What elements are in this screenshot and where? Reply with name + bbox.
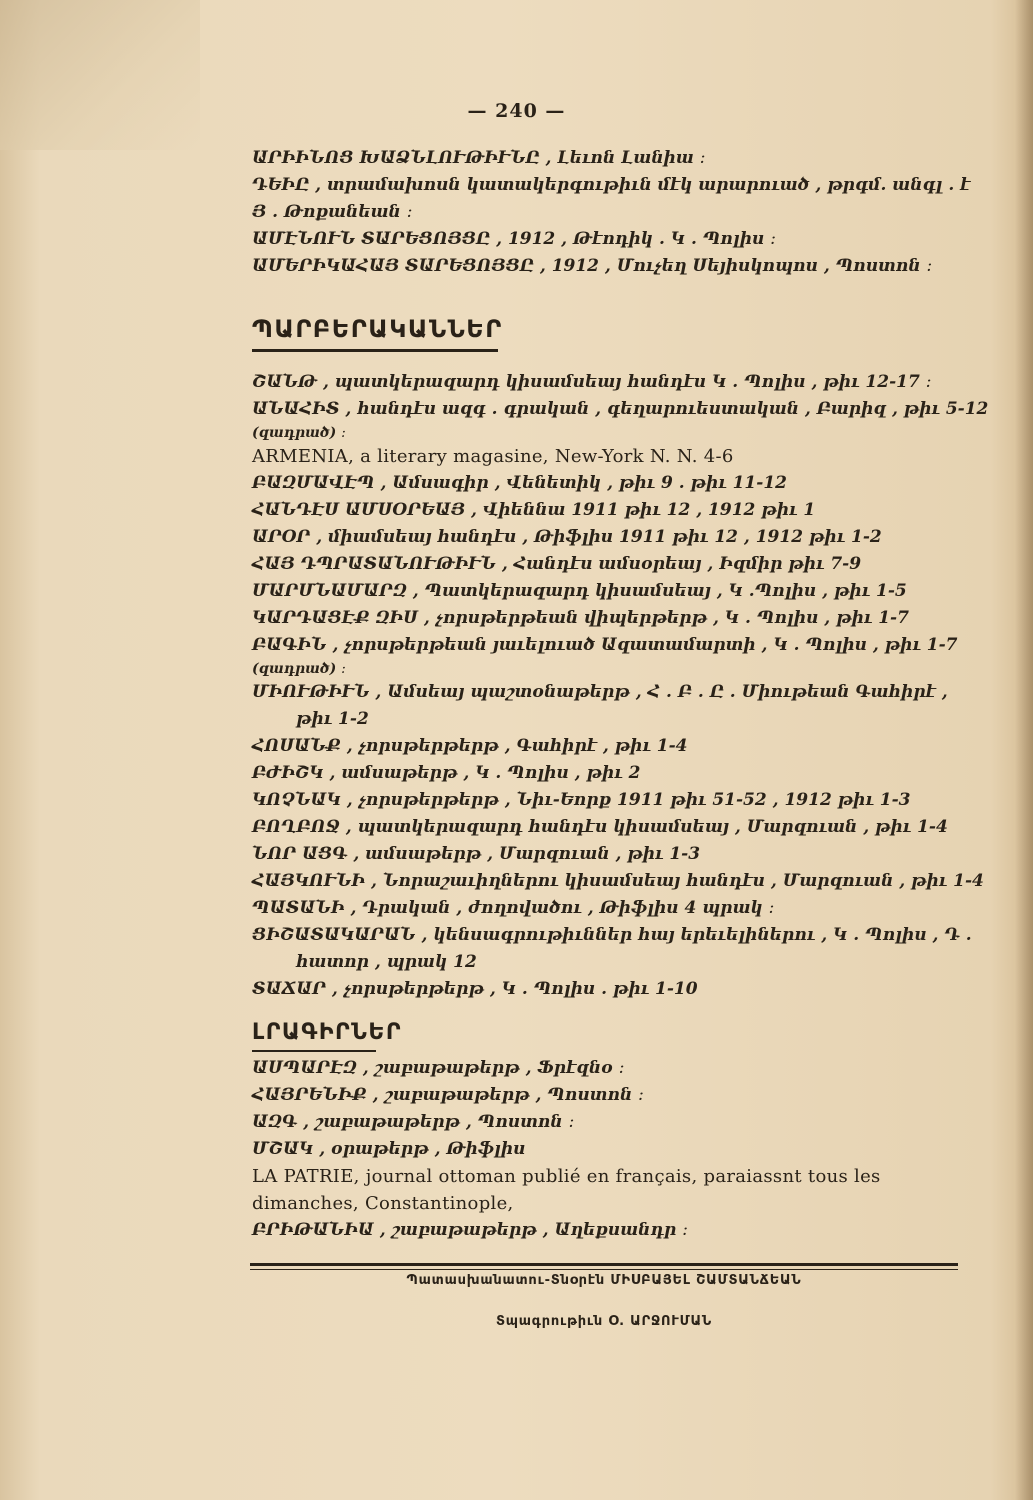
heading-underline: [252, 349, 498, 352]
list-item: ՊԱՏԱՆԻ , Դրական , ժողովածու , Թիֆլիս 4 պրակ ։: [252, 898, 775, 918]
list-item: ՀՈՍԱՆՔ , չորսթերթերթ , Գահիրէ , թիւ 1-4: [252, 736, 688, 756]
list-item: ԱՐՕՐ , միամսեայ հանդէս , Թիֆլիս 1911 թիւ 12 , 1912 թիւ 1-2: [252, 527, 882, 547]
list-item: ԿՈՉՆԱԿ , չորսթերթերթ , Նիւ-Եորք 1911 թիւ 51-52 , 1912 թիւ 1-3: [252, 790, 911, 810]
list-item: ՑԻՇԱՏԱԿԱՐԱՆ , կենսագրութիւններ հայ երեւելիներու , Կ . Պոլիս , Դ .: [252, 925, 972, 945]
list-item: ARMENIA, a literary magasine, New-York N. N. 4-6: [252, 446, 734, 467]
heading-underline: [252, 1050, 376, 1052]
footer-editor-line: Պատասխանատու-Տնօրէն ՄԻՍԲԱՅԵԼ ՇԱՄՏԱՆՃԵԱՆ: [406, 1273, 802, 1288]
section-heading-periodicals: ՊԱՐԲԵՐԱԿԱՆՆԵՐ: [252, 315, 503, 343]
footer-rule-thin: [250, 1269, 958, 1270]
list-item: ԲՐԻԹԱՆԻԱ , շաբաթաթերթ , Աղեքսանդր ։: [252, 1220, 688, 1240]
list-item: ԱՍՊԱՐԷԶ , շաբաթաթերթ , Ֆրէզնօ ։: [252, 1058, 625, 1078]
footer-printer-line: Տպագրութիւն Օ. ԱՐՋՈՒՄԱՆ: [495, 1314, 713, 1329]
list-item: ՄԱՐՄՆԱՄԱՐԶ , Պատկերազարդ կիսամսեայ , Կ .Պոլիս , թիւ 1-5: [252, 581, 907, 601]
list-item: ՀԱՅ ԴՊՐԱՏԱՆՈՒԹԻՒՆ , Հանդէս ամսօրեայ , Իզմիր թիւ 7-9: [252, 554, 862, 574]
entry-line: ԱՄԵՐԻԿԱՀԱՅ ՏԱՐԵՑՈՅՑԸ , 1912 , Մուչեղ Սեյիսկոպոս , Պոստոն ։: [252, 256, 933, 276]
list-item: ՇԱՆԹ , պատկերազարդ կիսամսեայ հանդէս Կ . Պոլիս , թիւ 12-17 ։: [252, 372, 932, 392]
list-item: ՀԱՅԿՈՒՆԻ , Նորաշաւիղներու կիսամսեայ հանդէս , Մարզուան , թիւ 1-4: [252, 871, 984, 891]
section-heading-newspapers: ԼՐԱԳԻՐՆԵՐ: [252, 1020, 403, 1045]
list-item: ՄԻՈՒԹԻՒՆ , Ամսեայ պաշտօնաթերթ , Հ . Բ . Ը . Միութեան Գահիրէ ,: [252, 682, 948, 702]
list-item: թիւ 1-2: [296, 709, 369, 729]
list-item: (զադրած) ։: [252, 425, 346, 441]
entry-line: Յ . Թոքանեան ։: [252, 202, 413, 222]
page-spine-shadow: [1015, 0, 1033, 1500]
newspapers-list: [252, 1055, 967, 1244]
entry-line: ԱՄԷՆՈՒՆ ՏԱՐԵՑՈՅՑԸ , 1912 , Թէոդիկ . Կ . Պոլիս ։: [252, 229, 777, 249]
top-entries: [252, 145, 971, 280]
list-item: ԲԱԳԻՆ , չորսթերթեան յաւելուած Ազատամարտի , Կ . Պոլիս , թիւ 1-7: [252, 635, 958, 655]
list-item: LA PATRIE, journal ottoman publié en français, paraiassnt tous les: [252, 1166, 881, 1187]
list-item: ԿԱՐԴԱՑԷՔ ԶԻՍ , չորսթերթեան վիպերթերթ , Կ . Պոլիս , թիւ 1-7: [252, 608, 909, 628]
entry-line: ԱՐԻԻՆՈՑ ԽԱՁՆԼՈՒԹԻՒՆԸ , Լեւոն Լանիա ։: [252, 148, 706, 168]
list-item: հատոր , պրակ 12: [296, 952, 477, 972]
list-item: ՆՈՐ ԱՑԳ , ամսաթերթ , Մարզուան , թիւ 1-3: [252, 844, 701, 864]
footer-rule: [250, 1263, 958, 1266]
list-item: ԲԱԶՄԱՎԷՊ , Ամսագիր , Վենետիկ , թիւ 9 . թիւ 11-12: [252, 473, 787, 493]
list-item: ԲՈՂԲՈՋ , պատկերազարդ հանդէս կիսամսեայ , Մարզուան , թիւ 1-4: [252, 817, 948, 837]
list-item: ՀԱՆԴԷՍ ԱՄՍՕՐԵԱՅ , Վիեննա 1911 թիւ 12 , 1912 թիւ 1: [252, 500, 816, 520]
entry-line: ԴԵԻԸ , տրամախոսն կատակերգութիւն մէկ արարուած , թրգմ. անգլ . է: [252, 175, 971, 195]
list-item: ՀԱՅՐԵՆԻՔ , շաբաթաթերթ , Պոստոն ։: [252, 1085, 644, 1105]
torn-corner: [0, 0, 200, 150]
list-item: ՄՇԱԿ , օրաթերթ , Թիֆլիս: [252, 1139, 526, 1159]
list-item: dimanches, Constantinople,: [252, 1193, 514, 1214]
list-item: ՏԱՃԱՐ , չորսթերթերթ , Կ . Պոլիս . թիւ 1-10: [252, 979, 698, 999]
list-item: ԱԶԳ , շաբաթաթերթ , Պոստոն ։: [252, 1112, 575, 1132]
list-item: ԱՆԱՀԻՏ , հանդէս ազգ . գրական , գեղարուեստական , Բարիզ , թիւ 5-12: [252, 399, 989, 419]
periodicals-list: [252, 369, 989, 1003]
page-number: — 240 —: [467, 100, 566, 122]
list-item: (զադրած) ։: [252, 661, 346, 677]
list-item: ԲԺԻՇԿ , ամսաթերթ , Կ . Պոլիս , թիւ 2: [252, 763, 641, 783]
